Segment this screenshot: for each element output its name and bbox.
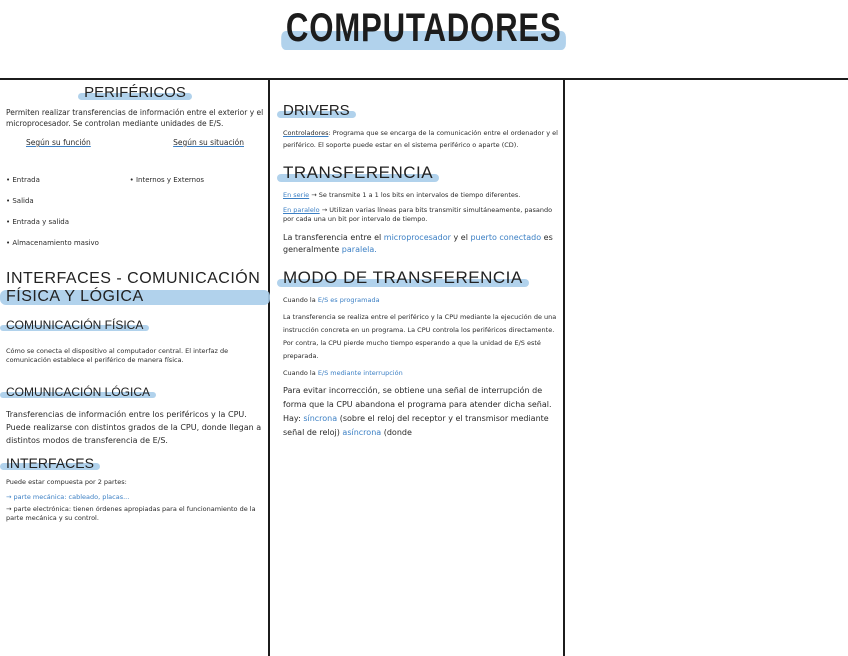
function-item: • Entrada	[6, 176, 40, 184]
p2-text-c: (donde	[383, 428, 412, 437]
fisica-section	[6, 314, 264, 365]
summary-mid: y el	[453, 233, 468, 242]
modo-p2-lead	[283, 369, 561, 378]
interfaces-title: INTERFACES	[6, 455, 94, 471]
by-function-label: Según su función	[26, 138, 91, 147]
function-item: • Salida	[6, 197, 34, 205]
p1-programada: E/S es programada	[317, 296, 380, 304]
perifericos-headers	[6, 137, 264, 148]
parte-mecanica-text: → parte mecánica: cableado, placas...	[6, 493, 130, 501]
header-divider	[0, 78, 848, 80]
summary-pre: La transferencia entre el	[283, 233, 382, 242]
p2-asincrona: asíncrona	[342, 428, 382, 437]
function-item: • Entrada y salida	[6, 218, 70, 226]
perifericos-section	[6, 82, 264, 101]
p2-text-b: (sobre el reloj del receptor y el transmisor mediante señal de reloj)	[283, 414, 549, 437]
location-item: • Internos y Externos	[129, 176, 204, 184]
interfaces-comm-title: INTERFACES - COMUNICACIÓN FÍSICA Y LÓGICA	[6, 270, 264, 306]
interfaces-parte-mecanica	[6, 493, 264, 502]
column-1	[6, 82, 264, 523]
paralelo-lead: En paralelo	[283, 206, 320, 214]
modo-p1-text: La transferencia se realiza entre el periférico y la CPU mediante la ejecución de una instrucción concreta en un programa. La CPU controla los periféricos directamente. Por contra, la CPU pierde mucho tiempo esperando a que la unidad de E/S esté preparada.	[283, 313, 557, 360]
drivers-body: : Programa que se encarga de la comunicación entre el ordenador y el periférico. El soporte puede estar en el sistema periférico o aparte (CD).	[283, 129, 558, 149]
column-divider-1	[268, 79, 270, 656]
interfaces-heading-block	[6, 270, 264, 306]
interfaces-section	[6, 453, 264, 523]
logica-title: COMUNICACIÓN LÓGICA	[6, 385, 151, 399]
function-list	[6, 170, 99, 254]
summary-microprocesador: microprocesador	[383, 233, 451, 242]
transferencia-summary	[283, 232, 561, 256]
function-item: • Almacenamiento masivo	[6, 239, 99, 247]
column-2	[283, 82, 561, 440]
by-location-label: Según su situación	[173, 138, 244, 147]
p2-text-a: Para evitar incorrección, se obtiene una señal de interrupción de forma que la CPU abandona el programa para atender dicha señal. Hay:	[283, 386, 552, 423]
perifericos-text: Permiten realizar transferencias de información entre el exterior y el microprocesador. Se controlan mediante unidades de E/S.	[6, 108, 264, 128]
page-title-text: COMPUTADORES	[286, 6, 562, 50]
logica-section	[6, 381, 264, 447]
modo-p1-lead	[283, 296, 561, 305]
summary-paralela: paralela.	[341, 245, 377, 254]
modo-title: MODO DE TRANSFERENCIA	[283, 268, 523, 287]
transferencia-title: TRANSFERENCIA	[283, 163, 434, 182]
serie-text	[283, 191, 561, 200]
modo-p2-text	[283, 384, 561, 440]
perifericos-title: PERIFÉRICOS	[84, 84, 186, 101]
interfaces-text: Puede estar compuesta por 2 partes:	[6, 478, 127, 486]
column-divider-2	[563, 79, 565, 656]
transferencia-section	[283, 163, 561, 256]
location-list	[130, 170, 204, 254]
drivers-text	[283, 127, 561, 151]
summary-post: es generalmente	[283, 233, 553, 254]
perifericos-lists	[6, 170, 264, 254]
fisica-text: Cómo se conecta el dispositivo al computador central. El interfaz de comunicación establece el periférico de manera física.	[6, 347, 229, 364]
paralelo-body: → Utilizan varias líneas para bits transmitir simultáneamente, pasando por cada una un bit por intervalo de tiempo.	[283, 206, 553, 223]
p2-interrupcion: E/S mediante interrupción	[317, 369, 403, 377]
fisica-title: COMUNICACIÓN FÍSICA	[6, 318, 144, 332]
drivers-lead: Controladores	[283, 129, 329, 137]
logica-text: Transferencias de información entre los periféricos y la CPU. Puede realizarse con distintos grados de la CPU, donde llegan a distintos modos de transferencia de E/S.	[6, 410, 262, 445]
p2-sincrona: síncrona	[303, 414, 338, 423]
drivers-section	[283, 100, 561, 151]
serie-body: → Se transmite 1 a 1 los bits en intervalos de tiempo diferentes.	[311, 191, 521, 199]
serie-lead: En serie	[283, 191, 310, 199]
summary-puerto: puerto conectado	[470, 233, 542, 242]
p1-pre: Cuando la	[283, 296, 316, 304]
modo-section	[283, 268, 561, 440]
interfaces-parte-electronica: → parte electrónica: tienen órdenes apropiadas para el funcionamiento de la parte mecánica y su control.	[6, 505, 256, 522]
page-title	[0, 6, 848, 51]
drivers-title: DRIVERS	[283, 102, 350, 119]
paralelo-text	[283, 206, 561, 224]
p2-pre: Cuando la	[283, 369, 316, 377]
